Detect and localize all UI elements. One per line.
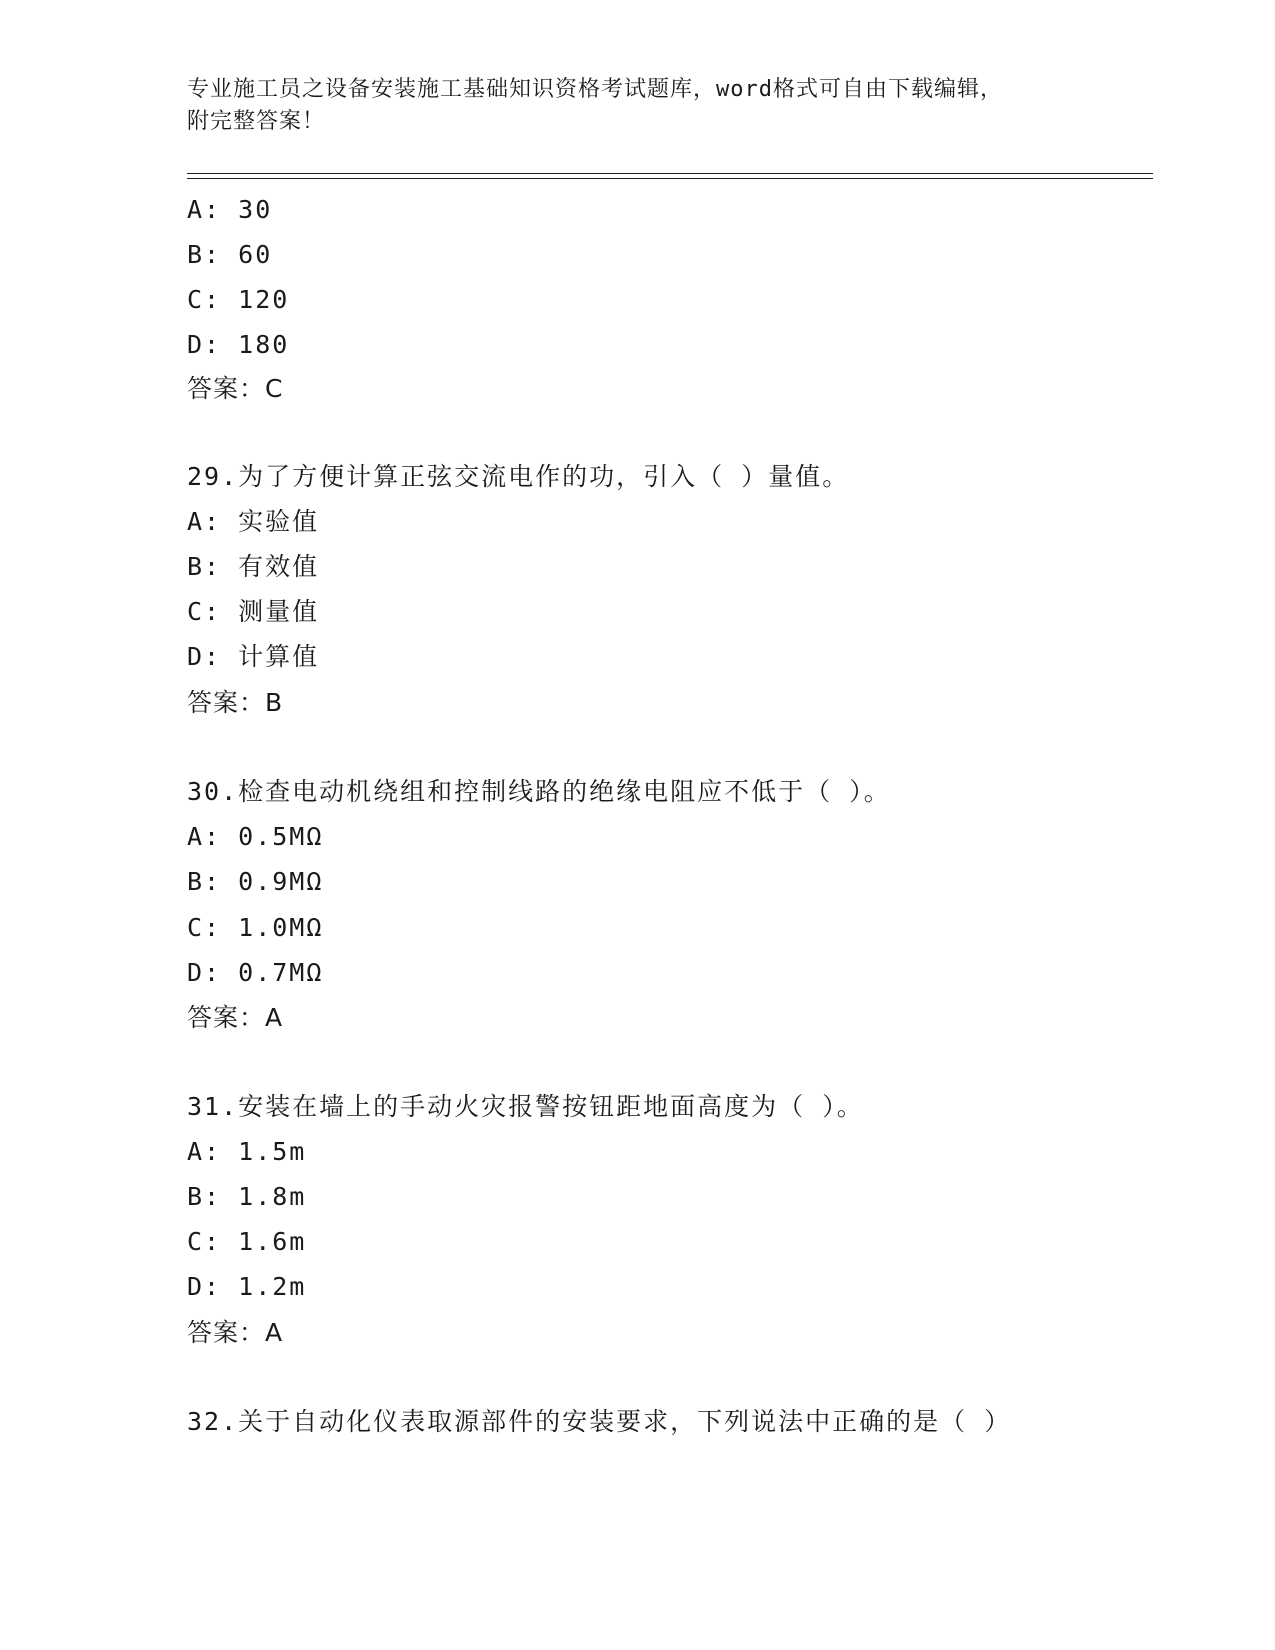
q30-question: 30.检查电动机绕组和控制线路的绝缘电阻应不低于（ ）。 [187,777,891,806]
document-header [187,74,1087,138]
q31-option-b: B: 1.8m [187,1182,307,1211]
q28-option-c: C: 120 [187,285,290,314]
q28-option-d: D: 180 [187,330,290,359]
q28-option-b: B: 60 [187,240,273,269]
header-divider-top [187,173,1153,174]
q30-option-b: B: 0.9MΩ [187,867,324,896]
q32-question: 32.关于自动化仪表取源部件的安装要求，下列说法中正确的是（ ） [187,1407,1012,1436]
header-line-1: 专业施工员之设备安装施工基础知识资格考试题库，word格式可自由下载编辑， [187,77,1003,102]
q29-option-a: A: 实验值 [187,507,320,536]
q29-question: 29.为了方便计算正弦交流电作的功，引入（ ）量值。 [187,462,850,491]
q29-option-d: D: 计算值 [187,642,320,671]
q31-option-d: D: 1.2m [187,1272,307,1301]
q29-option-c: C: 测量值 [187,597,320,626]
q28-option-a: A: 30 [187,195,273,224]
header-line-2: 附完整答案！ [187,109,326,134]
q31-answer: 答案：A [187,1318,284,1347]
q28-answer: 答案：C [187,374,284,403]
q31-option-a: A: 1.5m [187,1137,307,1166]
q30-option-c: C: 1.0MΩ [187,913,324,942]
header-divider-bottom [187,178,1153,179]
q31-question: 31.安装在墙上的手动火灾报警按钮距地面高度为（ ）。 [187,1092,864,1121]
q31-option-c: C: 1.6m [187,1227,307,1256]
q29-option-b: B: 有效值 [187,552,320,581]
q30-option-a: A: 0.5MΩ [187,822,324,851]
q29-answer: 答案：B [187,688,284,717]
q30-option-d: D: 0.7MΩ [187,958,324,987]
q30-answer: 答案：A [187,1003,284,1032]
